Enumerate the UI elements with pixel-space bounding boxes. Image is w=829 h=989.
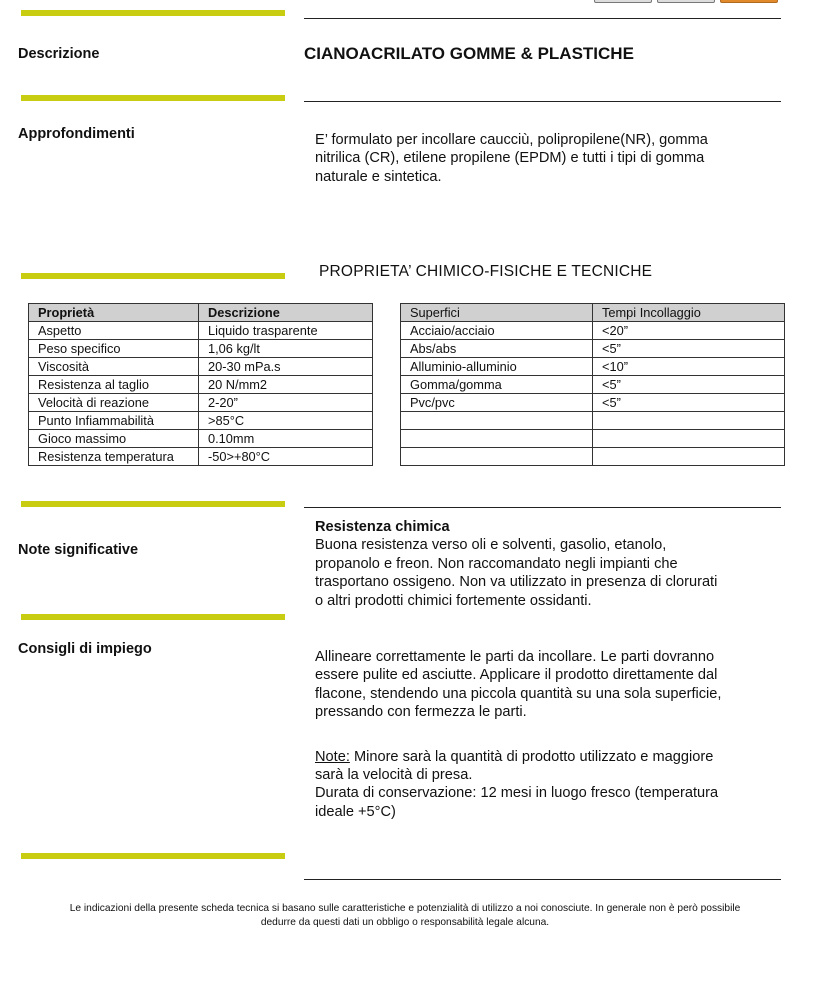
table-cell: 20-30 mPa.s	[199, 358, 373, 376]
accent-bar	[21, 273, 285, 279]
surfaces-table	[400, 303, 785, 466]
section-label-consigli-impiego: Consigli di impiego	[18, 641, 152, 657]
note-title: Resistenza chimica	[315, 519, 450, 535]
table-header-cell: Descrizione	[199, 304, 373, 322]
note-text	[315, 518, 717, 610]
table-row	[401, 376, 785, 394]
text-line: flacone, stendendo una piccola quantità su una sola superficie,	[315, 685, 722, 702]
table-row	[401, 394, 785, 412]
table-cell: <5”	[593, 394, 785, 412]
table-cell	[401, 448, 593, 466]
table-cell	[593, 430, 785, 448]
text-line: E’ formulato per incollare caucciù, polipropilene(NR), gomma	[315, 132, 708, 148]
footer-line: dedurre da questi dati un obbligo o responsabilità legale alcuna.	[260, 917, 550, 928]
text-line: trasportano ossigeno. Non va utilizzato in presenza di clorurati	[315, 574, 718, 591]
divider	[304, 507, 781, 508]
table-cell: Resistenza al taglio	[29, 376, 199, 394]
section-label-descrizione: Descrizione	[18, 46, 100, 62]
table-cell: 20 N/mm2	[199, 376, 373, 394]
table-cell: Pvc/pvc	[401, 394, 593, 412]
text-line	[315, 748, 721, 766]
top-tab-3[interactable]	[720, 0, 778, 3]
table-cell: >85°C	[199, 412, 373, 430]
divider	[304, 879, 781, 880]
text-line: ideale +5°C)	[315, 803, 396, 820]
table-row	[401, 430, 785, 448]
table-row	[401, 340, 785, 358]
section-label-approfondimenti: Approfondimenti	[18, 126, 135, 142]
table-row	[401, 358, 785, 376]
accent-bar	[21, 614, 285, 620]
table-cell: Resistenza temperatura	[29, 448, 199, 466]
top-tab-1[interactable]	[594, 0, 652, 3]
table-cell: 2-20”	[199, 394, 373, 412]
text-line: naturale e sintetica.	[315, 168, 442, 185]
footer-disclaimer	[20, 902, 790, 930]
text-line: propanolo e freon. Non raccomandato negli impianti che	[315, 555, 678, 572]
table-cell: Viscosità	[29, 358, 199, 376]
accent-bar	[21, 10, 285, 16]
text-line: Durata di conservazione: 12 mesi in luogo fresco (temperatura	[315, 785, 719, 802]
table-row	[401, 412, 785, 430]
table-cell	[593, 448, 785, 466]
table-cell: Abs/abs	[401, 340, 593, 358]
consigli-text	[315, 648, 721, 821]
table-header-cell: Tempi Incollaggio	[593, 304, 785, 322]
text-line: Buona resistenza verso oli e solventi, gasolio, etanolo,	[315, 537, 667, 554]
text-line: Allineare correttamente le parti da incollare. Le parti dovranno	[315, 649, 715, 665]
table-cell: 1,06 kg/lt	[199, 340, 373, 358]
table-row	[401, 448, 785, 466]
table-cell	[593, 412, 785, 430]
section-label-note-significative: Note significative	[18, 542, 139, 558]
text-line: pressando con fermezza le parti.	[315, 704, 527, 721]
properties-table	[28, 303, 373, 466]
table-header-row	[401, 304, 785, 322]
divider	[304, 101, 781, 102]
table-row	[29, 376, 373, 394]
table-cell: Acciaio/acciaio	[401, 322, 593, 340]
properties-heading: PROPRIETA’ CHIMICO-FISICHE E TECNICHE	[319, 263, 653, 280]
table-row	[29, 412, 373, 430]
table-row	[401, 322, 785, 340]
accent-bar	[21, 853, 285, 859]
table-row	[29, 340, 373, 358]
table-cell: <5”	[593, 376, 785, 394]
table-row	[29, 394, 373, 412]
top-tab-2[interactable]	[657, 0, 715, 3]
text-line: o altri prodotti chimici fortemente ossidanti.	[315, 592, 592, 609]
table-cell: Gioco massimo	[29, 430, 199, 448]
table-cell: <10”	[593, 358, 785, 376]
table-cell: -50>+80°C	[199, 448, 373, 466]
table-cell: <20”	[593, 322, 785, 340]
accent-bar	[21, 501, 285, 507]
table-row	[29, 358, 373, 376]
table-header-row	[29, 304, 373, 322]
note-label: Note:	[315, 748, 350, 765]
approfondimenti-text	[315, 131, 708, 186]
table-cell: Alluminio-alluminio	[401, 358, 593, 376]
table-header-cell: Superfici	[401, 304, 593, 322]
table-header-cell: Proprietà	[29, 304, 199, 322]
divider	[304, 18, 781, 19]
table-cell	[401, 412, 593, 430]
product-title: CIANOACRILATO GOMME & PLASTICHE	[304, 44, 634, 63]
table-cell	[401, 430, 593, 448]
note-rest: Minore sarà la quantità di prodotto utilizzato e maggiore	[349, 748, 714, 765]
table-cell: Punto Infiammabilità	[29, 412, 199, 430]
table-row	[29, 448, 373, 466]
accent-bar	[21, 95, 285, 101]
text-line: nitrilica (CR), etilene propilene (EPDM) e tutti i tipi di gomma	[315, 150, 705, 167]
footer-line: Le indicazioni della presente scheda tecnica si basano sulle caratteristiche e potenzialità di utilizzo a noi conosciute. In generale non è però possibile	[69, 903, 741, 914]
text-line: essere pulite ed asciutte. Applicare il prodotto direttamente dal	[315, 667, 718, 684]
table-cell: Velocità di reazione	[29, 394, 199, 412]
text-line: sarà la velocità di presa.	[315, 767, 473, 784]
table-cell: 0.10mm	[199, 430, 373, 448]
table-cell: <5”	[593, 340, 785, 358]
table-row	[29, 430, 373, 448]
table-cell: Aspetto	[29, 322, 199, 340]
table-cell: Gomma/gomma	[401, 376, 593, 394]
table-cell: Liquido trasparente	[199, 322, 373, 340]
table-cell: Peso specifico	[29, 340, 199, 358]
table-row	[29, 322, 373, 340]
